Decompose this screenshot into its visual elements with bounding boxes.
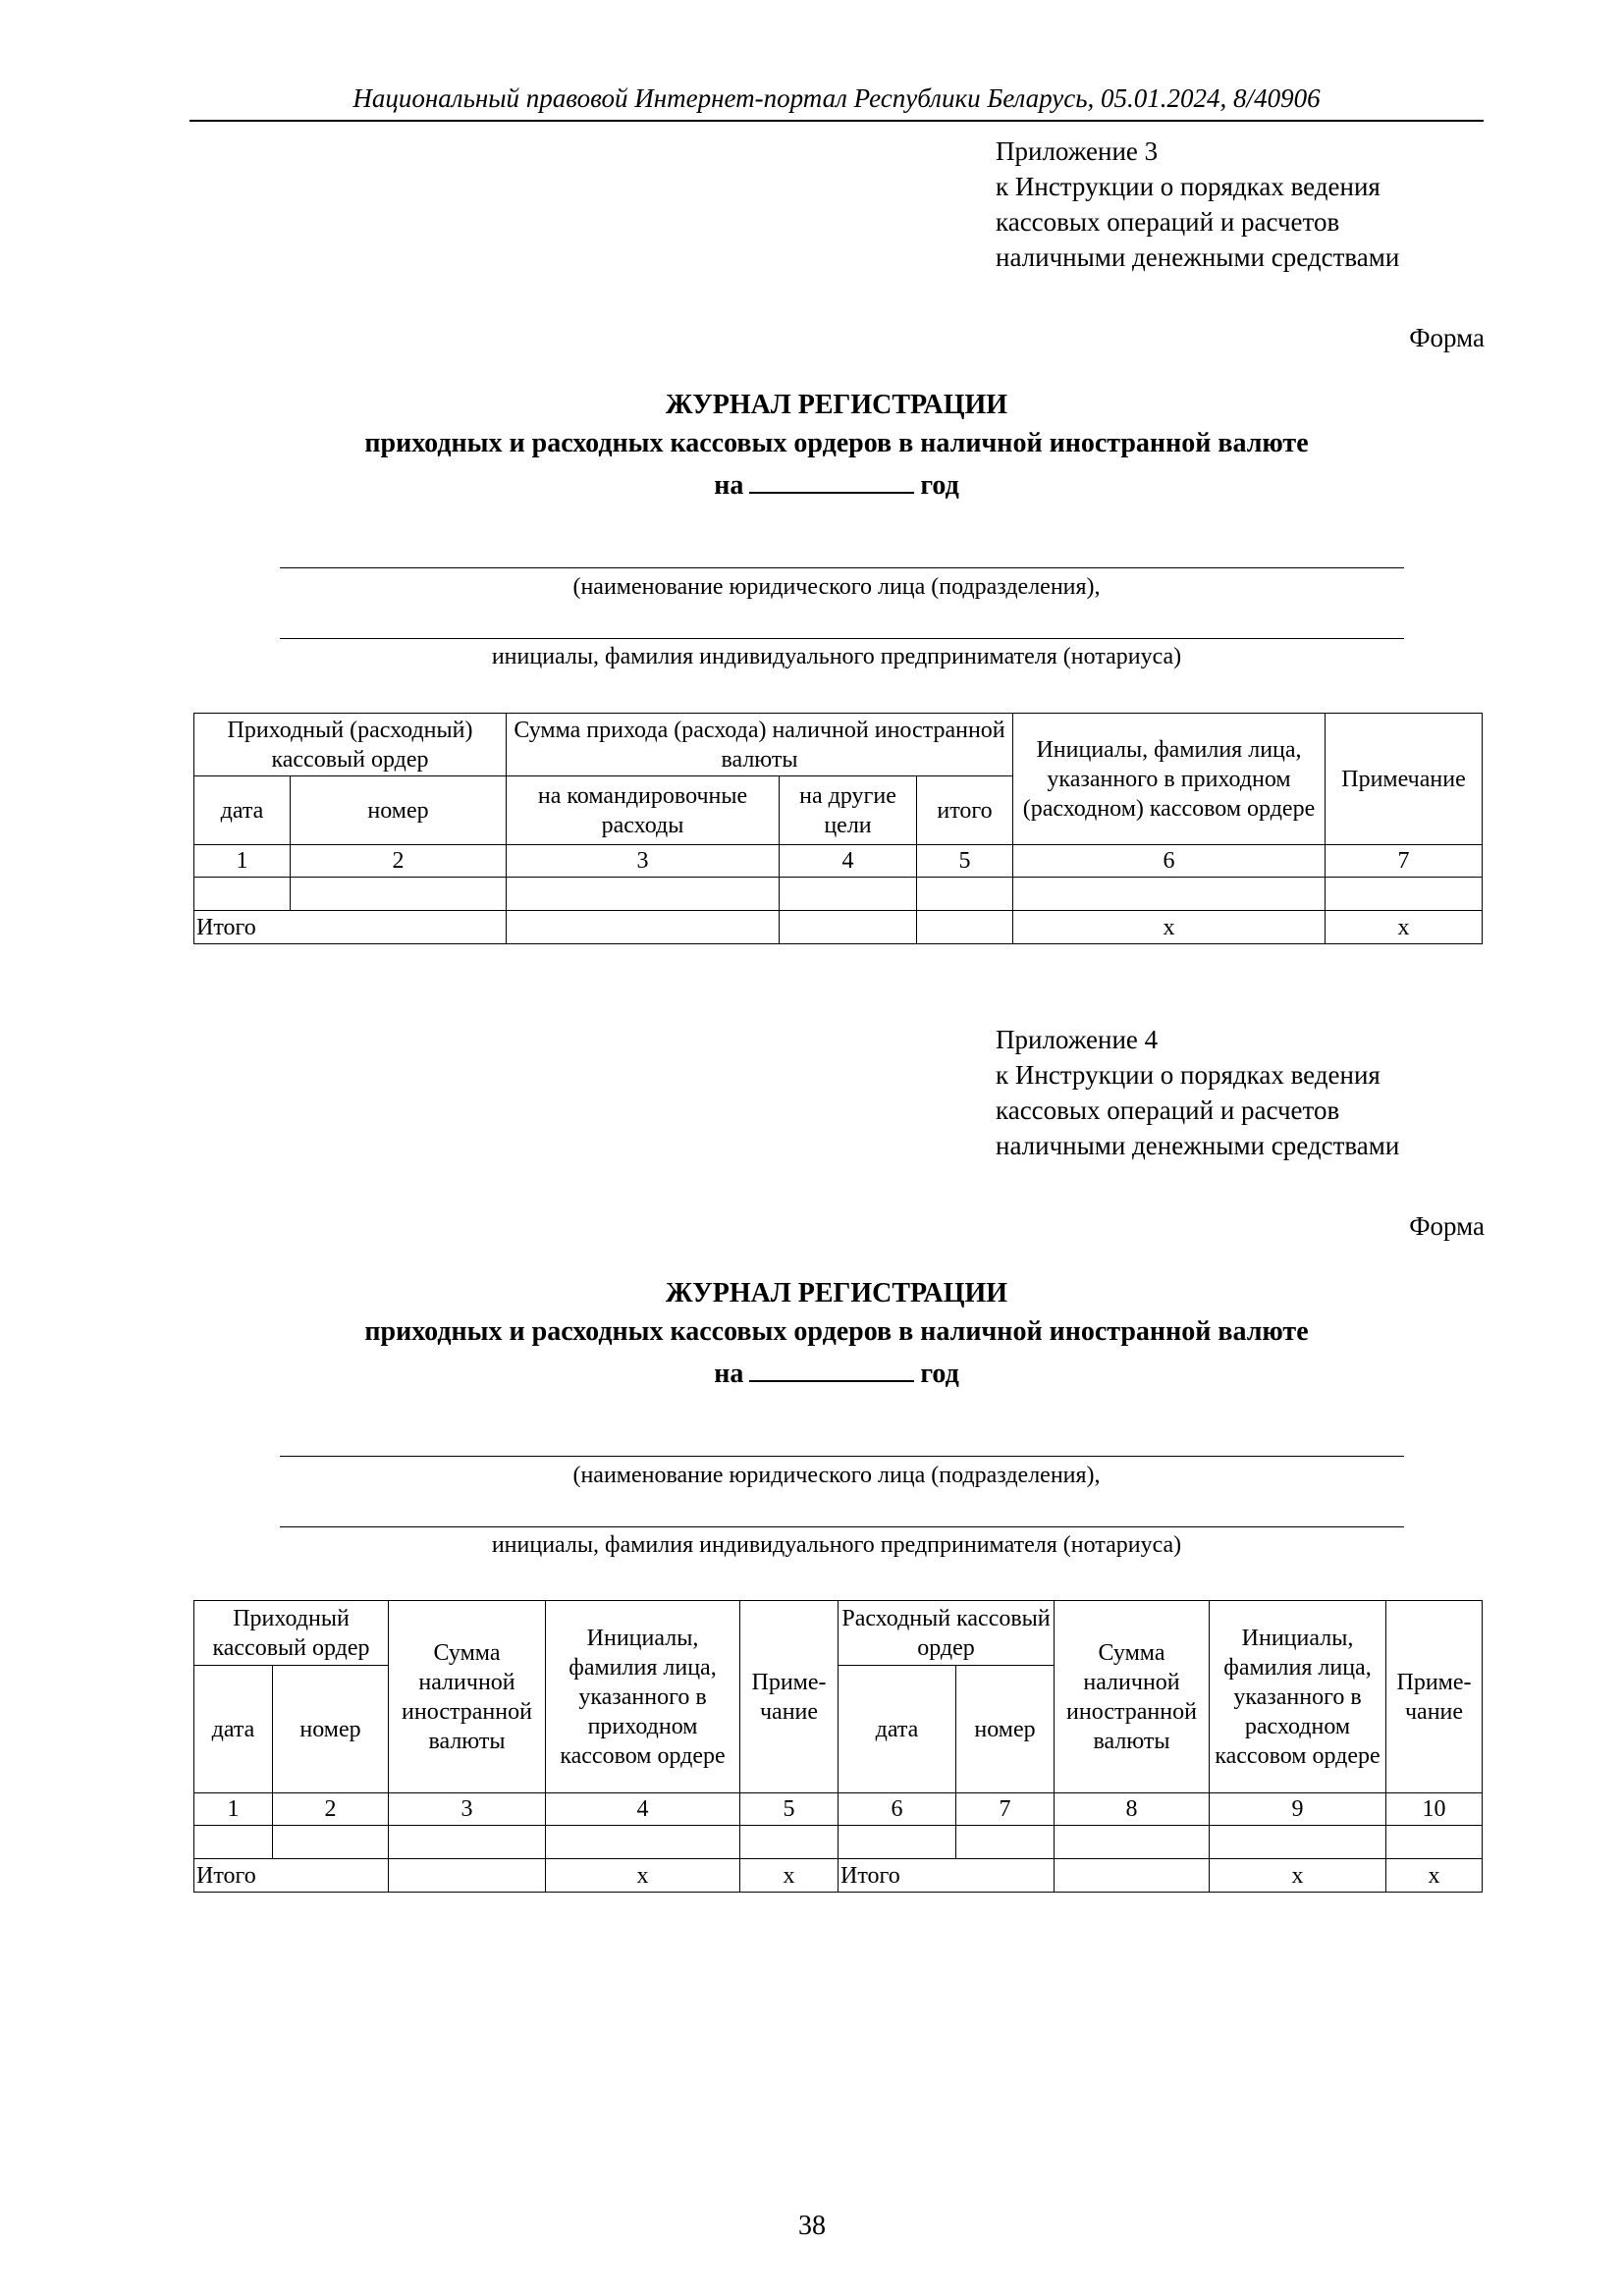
col-num: 10 [1386, 1793, 1483, 1826]
title-suffix: год [920, 1359, 959, 1389]
header-date: дата [839, 1666, 956, 1793]
empty-cell[interactable] [917, 878, 1013, 911]
title-line-1: ЖУРНАЛ РЕГИСТРАЦИИ [665, 390, 1008, 420]
col-num: 5 [917, 845, 1013, 878]
col-num: 4 [780, 845, 917, 878]
table-row [194, 878, 1483, 911]
empty-cell[interactable] [507, 878, 780, 911]
header-sum-in: Сумма наличной иностранной валюты [389, 1601, 546, 1793]
empty-cell[interactable] [1055, 1826, 1210, 1859]
empty-cell[interactable] [291, 878, 507, 911]
appendix-line: наличными денежными средствами [996, 242, 1400, 272]
header-initials-in: Инициалы, фамилия лица, указанного в приходном кассовом ордере [546, 1601, 740, 1793]
empty-cell[interactable] [389, 1826, 546, 1859]
entrepreneur-fill-line[interactable] [280, 1526, 1404, 1527]
empty-cell[interactable] [546, 1826, 740, 1859]
col-num: 2 [273, 1793, 389, 1826]
empty-cell[interactable] [389, 1859, 546, 1893]
x-mark: x [1386, 1859, 1483, 1893]
header-initials: Инициалы, фамилия лица, указанного в приходном (расходном) кассовом ордере [1013, 714, 1326, 845]
empty-cell[interactable] [1326, 878, 1483, 911]
col-num: 7 [1326, 845, 1483, 878]
title-line-1: ЖУРНАЛ РЕГИСТРАЦИИ [665, 1278, 1008, 1308]
header-note-in: Приме-чание [740, 1601, 839, 1793]
empty-cell[interactable] [917, 911, 1013, 944]
col-num: 4 [546, 1793, 740, 1826]
total-label-out: Итого [839, 1859, 1055, 1893]
empty-cell[interactable] [956, 1826, 1055, 1859]
col-num: 5 [740, 1793, 839, 1826]
x-mark: x [740, 1859, 839, 1893]
appendix-line: к Инструкции о порядках ведения [996, 172, 1380, 201]
col-num: 8 [1055, 1793, 1210, 1826]
title-prefix: на [714, 470, 744, 501]
empty-cell[interactable] [507, 911, 780, 944]
form-label: Форма [1409, 1211, 1485, 1241]
year-blank-field[interactable] [749, 1351, 914, 1382]
appendix-4-reference [996, 1022, 1545, 1163]
journal-title [189, 1274, 1484, 1393]
title-line-2: приходных и расходных кассовых ордеров в наличной иностранной валюте [364, 1316, 1309, 1347]
page-number: 38 [798, 2211, 826, 2241]
col-num: 6 [839, 1793, 956, 1826]
journal-table-4 [193, 1600, 1483, 1893]
empty-cell[interactable] [1055, 1859, 1210, 1893]
col-num: 2 [291, 845, 507, 878]
empty-cell[interactable] [780, 911, 917, 944]
empty-cell[interactable] [1013, 878, 1326, 911]
col-num: 1 [194, 845, 291, 878]
column-numbers-row [194, 1793, 1483, 1826]
empty-cell[interactable] [194, 878, 291, 911]
header-number: номер [273, 1666, 389, 1793]
x-mark: x [546, 1859, 740, 1893]
empty-cell[interactable] [780, 878, 917, 911]
header-number: номер [291, 776, 507, 845]
header-date: дата [194, 1666, 273, 1793]
header-other-purposes: на другие цели [780, 776, 917, 845]
col-num: 9 [1210, 1793, 1386, 1826]
total-label: Итого [194, 911, 507, 944]
appendix-line: Приложение 4 [996, 1025, 1159, 1054]
header-sum: Сумма прихода (расхода) наличной иностранной валюты [507, 714, 1013, 776]
header-in-order: Приходный кассовый ордер [194, 1601, 389, 1666]
org-name-caption: (наименование юридического лица (подразделения), [572, 574, 1101, 600]
col-num: 1 [194, 1793, 273, 1826]
entrepreneur-caption: инициалы, фамилия индивидуального предпринимателя (нотариуса) [491, 1532, 1182, 1558]
appendix-line: Приложение 3 [996, 136, 1159, 166]
total-row [194, 1859, 1483, 1893]
total-row [194, 911, 1483, 944]
org-name-fill-line[interactable] [280, 567, 1404, 568]
portal-header: Национальный правовой Интернет-портал Республики Беларусь, 05.01.2024, 8/40906 [189, 77, 1484, 122]
col-num: 3 [389, 1793, 546, 1826]
header-initials-out: Инициалы, фамилия лица, указанного в расходном кассовом ордере [1210, 1601, 1386, 1793]
appendix-line: к Инструкции о порядках ведения [996, 1060, 1380, 1090]
header-note: Примечание [1326, 714, 1483, 845]
column-numbers-row [194, 845, 1483, 878]
x-mark: x [1210, 1859, 1386, 1893]
header-note-out: Приме-чание [1386, 1601, 1483, 1793]
title-line-2: приходных и расходных кассовых ордеров в наличной иностранной валюте [364, 428, 1309, 458]
journal-table-3 [193, 713, 1483, 944]
col-num: 3 [507, 845, 780, 878]
header-date: дата [194, 776, 291, 845]
appendix-line: наличными денежными средствами [996, 1131, 1400, 1160]
empty-cell[interactable] [273, 1826, 389, 1859]
header-total: итого [917, 776, 1013, 845]
entrepreneur-fill-line[interactable] [280, 638, 1404, 639]
form-label: Форма [1409, 323, 1485, 352]
x-mark: x [1013, 911, 1326, 944]
col-num: 6 [1013, 845, 1326, 878]
empty-cell[interactable] [1386, 1826, 1483, 1859]
title-line-3 [189, 1351, 1484, 1393]
empty-cell[interactable] [1210, 1826, 1386, 1859]
header-number: номер [956, 1666, 1055, 1793]
org-name-caption: (наименование юридического лица (подразделения), [572, 1463, 1101, 1488]
entrepreneur-caption: инициалы, фамилия индивидуального предпринимателя (нотариуса) [491, 644, 1182, 669]
appendix-line: кассовых операций и расчетов [996, 1095, 1340, 1125]
header-sum-out: Сумма наличной иностранной валюты [1055, 1601, 1210, 1793]
journal-title [189, 386, 1484, 505]
x-mark: x [1326, 911, 1483, 944]
header-travel-expenses: на командировочные расходы [507, 776, 780, 845]
title-suffix: год [920, 470, 959, 501]
header-out-order: Расходный кассовый ордер [839, 1601, 1055, 1666]
table-row [194, 1826, 1483, 1859]
appendix-3-reference [996, 133, 1545, 275]
empty-cell[interactable] [740, 1826, 839, 1859]
title-line-3 [189, 462, 1484, 505]
empty-cell[interactable] [194, 1826, 273, 1859]
total-label-in: Итого [194, 1859, 389, 1893]
col-num: 7 [956, 1793, 1055, 1826]
org-name-fill-line[interactable] [280, 1456, 1404, 1457]
empty-cell[interactable] [839, 1826, 956, 1859]
title-prefix: на [714, 1359, 744, 1389]
header-order: Приходный (расходный) кассовый ордер [194, 714, 507, 776]
appendix-line: кассовых операций и расчетов [996, 207, 1340, 237]
year-blank-field[interactable] [749, 462, 914, 494]
